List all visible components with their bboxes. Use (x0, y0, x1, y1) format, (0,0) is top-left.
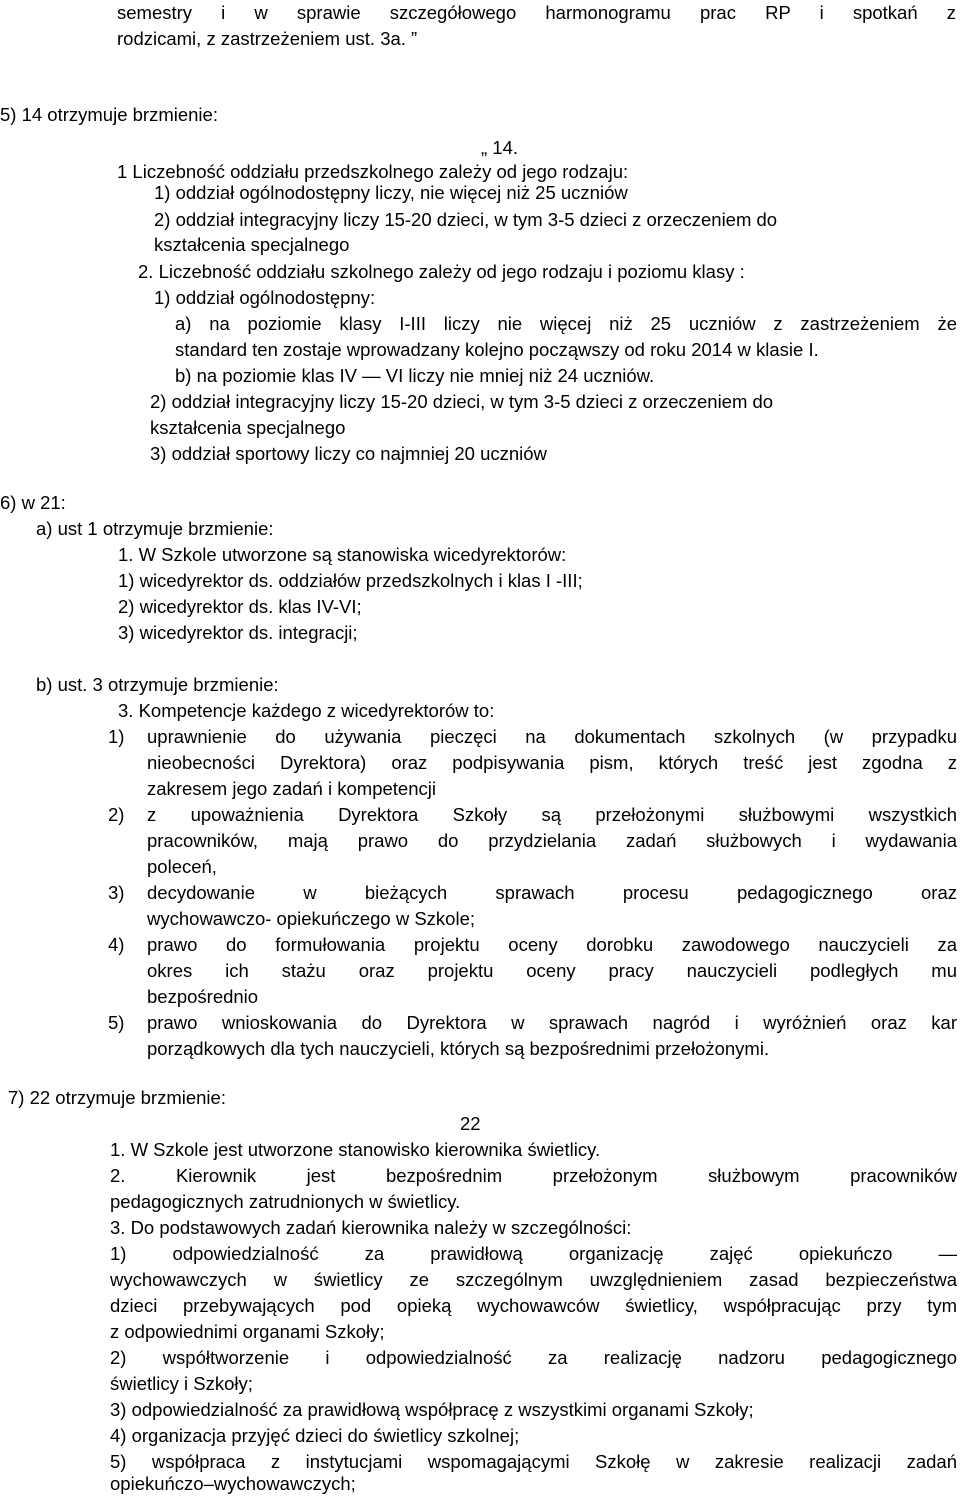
item-4-line-3: bezpośrednio (147, 986, 259, 1007)
p6-a-line-1: 1. W Szkole utworzone są stanowiska wicedyrektorów: (118, 544, 567, 565)
p5-line-9: b) na poziomie klas IV — VI liczy nie mniej niż 24 uczniów. (175, 365, 655, 386)
point-7-heading: 7) 22 otrzymuje brzmienie: (8, 1087, 226, 1108)
item-1-number: 1) (108, 726, 125, 747)
item-3-number: 3) (108, 882, 125, 903)
item-5-line-2: porządkowych dla tych nauczycieli, których są bezpośrednimi przełożonymi. (147, 1038, 770, 1059)
p5-line-6: 1) oddział ogólnodostępny: (154, 287, 376, 308)
p6-b-line-0: 3. Kompetencje każdego z wicedyrektorów to: (118, 700, 495, 721)
point-5-heading: 5) 14 otrzymuje brzmienie: (0, 104, 218, 125)
p7-line-10: świetlicy i Szkoły; (110, 1373, 253, 1394)
p5-line-7: a) na poziomie klasy I-III liczy nie więcej niż 25 uczniów z zastrzeżeniem że (175, 313, 957, 334)
section-14-heading: „ 14. (481, 137, 519, 158)
p7-line-12: 4) organizacja przyjęć dzieci do świetlicy szkolnej; (110, 1425, 520, 1446)
p5-line-1: 1 Liczebność oddziału przedszkolnego zależy od jego rodzaju: (117, 161, 629, 182)
p6-a-line-2: 1) wicedyrektor ds. oddziałów przedszkolnych i klas I -III; (118, 570, 583, 591)
p7-line-7: dzieci przebywających pod opieką wychowawców świetlicy, współpracując przy tym (110, 1295, 957, 1316)
p6-a-heading: a) ust 1 otrzymuje brzmienie: (36, 518, 274, 539)
intro-line-1: semestry i w sprawie szczegółowego harmonogramu prac RP i spotkań z (117, 2, 956, 23)
p7-line-3: pedagogicznych zatrudnionych w świetlicy. (110, 1191, 461, 1212)
point-6-heading: 6) w 21: (0, 492, 66, 513)
p5-line-8: standard ten zostaje wprowadzany kolejno począwszy od roku 2014 w klasie I. (175, 339, 819, 360)
p7-line-6: wychowawczych w świetlicy ze szczególnym uwzględnieniem zasad bezpieczeństwa (110, 1269, 957, 1290)
p7-line-5: 1) odpowiedzialność za prawidłową organizację zajęć opiekuńczo — (110, 1243, 957, 1264)
item-4-line-2: okres ich stażu oraz projektu oceny pracy nauczycieli podległych mu (147, 960, 957, 981)
item-2-line-3: poleceń, (147, 856, 217, 877)
p6-a-line-3: 2) wicedyrektor ds. klas IV-VI; (118, 596, 362, 617)
item-4-number: 4) (108, 934, 125, 955)
item-3-line-1: decydowanie w bieżących sprawach procesu pedagogicznego oraz (147, 882, 957, 903)
section-22-heading: 22 (460, 1113, 481, 1134)
p5-line-11: kształcenia specjalnego (150, 417, 346, 438)
p7-line-14: opiekuńczo–wychowawczych; (110, 1473, 356, 1494)
item-2-number: 2) (108, 804, 125, 825)
p5-line-5: 2. Liczebność oddziału szkolnego zależy od jego rodzaju i poziomu klasy : (138, 261, 745, 282)
p7-line-8: z odpowiednimi organami Szkoły; (110, 1321, 385, 1342)
p5-line-10: 2) oddział integracyjny liczy 15-20 dzieci, w tym 3-5 dzieci z orzeczeniem do (150, 391, 774, 412)
item-1-line-2: nieobecności Dyrektora) oraz podpisywania pism, których treść jest zgodna z (147, 752, 957, 773)
item-2-line-2: pracowników, mają prawo do przydzielania zadań służbowych i wydawania (147, 830, 957, 851)
p7-line-2: 2. Kierownik jest bezpośrednim przełożonym służbowym pracowników (110, 1165, 957, 1186)
p6-a-line-4: 3) wicedyrektor ds. integracji; (118, 622, 358, 643)
p7-line-1: 1. W Szkole jest utworzone stanowisko kierownika świetlicy. (110, 1139, 601, 1160)
p6-b-heading: b) ust. 3 otrzymuje brzmienie: (36, 674, 279, 695)
p5-line-12: 3) oddział sportowy liczy co najmniej 20 uczniów (150, 443, 547, 464)
item-1-line-1: uprawnienie do używania pieczęci na dokumentach szkolnych (w przypadku (147, 726, 957, 747)
p5-line-2: 1) oddział ogólnodostępny liczy, nie więcej niż 25 uczniów (154, 182, 628, 203)
item-1-line-3: zakresem jego zadań i kompetencji (147, 778, 436, 799)
intro-line-2: rodzicami, z zastrzeżeniem ust. 3a. ” (117, 28, 418, 49)
item-5-line-1: prawo wnioskowania do Dyrektora w sprawach nagród i wyróżnień oraz kar (147, 1012, 957, 1033)
p7-line-11: 3) odpowiedzialność za prawidłową współpracę z wszystkimi organami Szkoły; (110, 1399, 754, 1420)
p7-line-4: 3. Do podstawowych zadań kierownika należy w szczególności: (110, 1217, 632, 1238)
p5-line-3: 2) oddział integracyjny liczy 15-20 dzieci, w tym 3-5 dzieci z orzeczeniem do (154, 209, 778, 230)
item-3-line-2: wychowawczo- opiekuńczego w Szkole; (147, 908, 476, 929)
item-4-line-1: prawo do formułowania projektu oceny dorobku zawodowego nauczycieli za (147, 934, 957, 955)
item-5-number: 5) (108, 1012, 125, 1033)
p7-line-9: 2) współtworzenie i odpowiedzialność za realizację nadzoru pedagogicznego (110, 1347, 957, 1368)
p5-line-4: kształcenia specjalnego (154, 234, 350, 255)
item-2-line-1: z upoważnienia Dyrektora Szkoły są przełożonymi służbowymi wszystkich (147, 804, 957, 825)
p7-line-13: 5) współpraca z instytucjami wspomagającymi Szkołę w zakresie realizacji zadań (110, 1451, 957, 1472)
